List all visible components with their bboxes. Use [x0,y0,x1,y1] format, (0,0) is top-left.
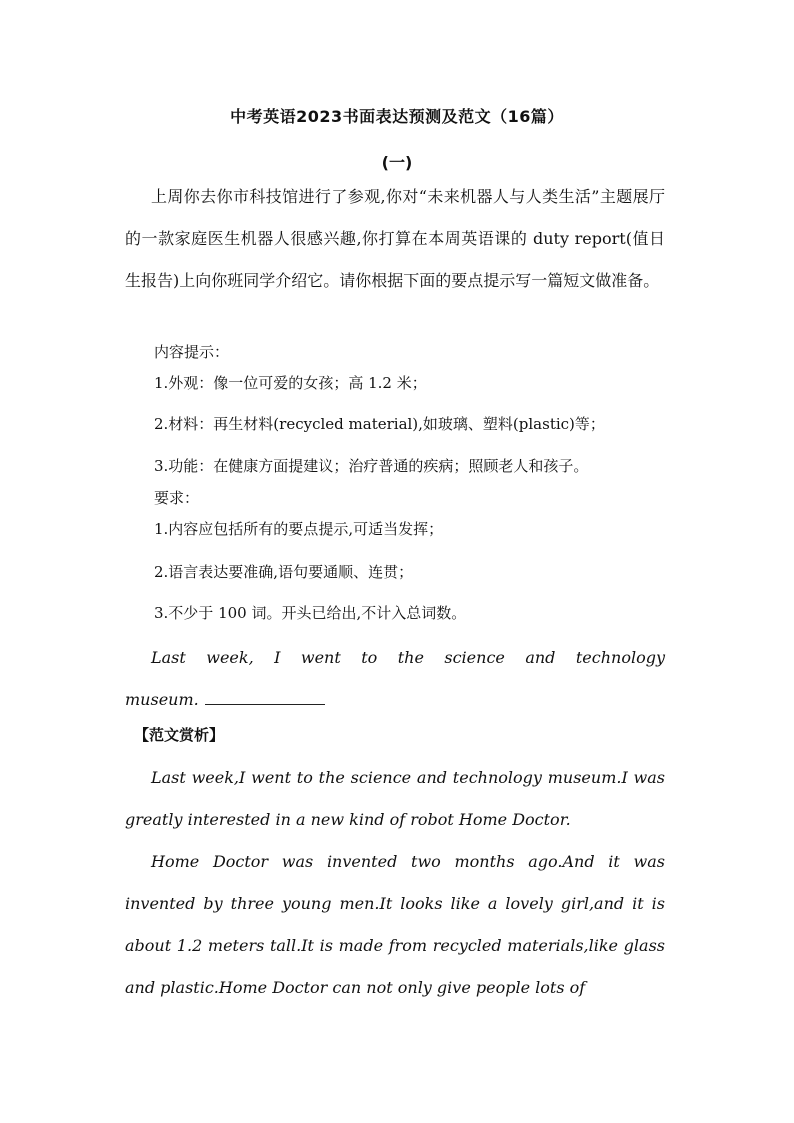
writing-prompt: 上周你去你市科技馆进行了参观,你对“未来机器人与人类生活”主题展厅的一款家庭医生机器人很感兴趣,你打算在本周英语课的 duty report(值日生报告)上向你班同学介绍它。请你根据下面的要点提示写一篇短文做准备。 [125,187,665,290]
content-hint-item-2: 2.材料：再生材料(recycled material),如玻璃、塑料(plastic)等； [154,415,605,433]
requirements-heading: 要求： [154,489,200,507]
content-hint-item-1: 1.外观：像一位可爱的女孩；高 1.2 米； [154,374,427,392]
content-hints-heading: 内容提示： [154,343,230,361]
start-sentence-line-2 [125,679,325,721]
model-essay-paragraph-1: Last week,I went to the science and technology museum.I was greatly interested in a new kind of robot Home Doctor. [125,768,665,829]
model-essay-heading: 【范文赏析】 [134,726,225,744]
content-hint-item-3: 3.功能：在健康方面提建议；治疗普通的疾病；照顾老人和孩子。 [154,457,589,475]
start-sentence-line-1: Last week, I went to the science and technology [151,648,665,667]
requirement-item-3: 3.不少于 100 词。开头已给出,不计入总词数。 [154,604,467,622]
start-sentence-end: museum. [125,690,199,709]
requirement-item-1: 1.内容应包括所有的要点提示,可适当发挥； [154,520,444,538]
requirement-item-2: 2.语言表达要准确,语句要通顺、连贯； [154,563,414,581]
document-title: 中考英语2023书面表达预测及范文（16篇） [230,107,564,126]
answer-blank [205,686,325,705]
model-essay-paragraph-2: Home Doctor was invented two months ago.And it was invented by three young men.It looks like a lovely girl,and it is about 1.2 meters tall.It is made from recycled materials,like glass and plastic.Home Doctor can not only give people lots of [125,852,665,997]
section-number: (一) [381,153,413,172]
